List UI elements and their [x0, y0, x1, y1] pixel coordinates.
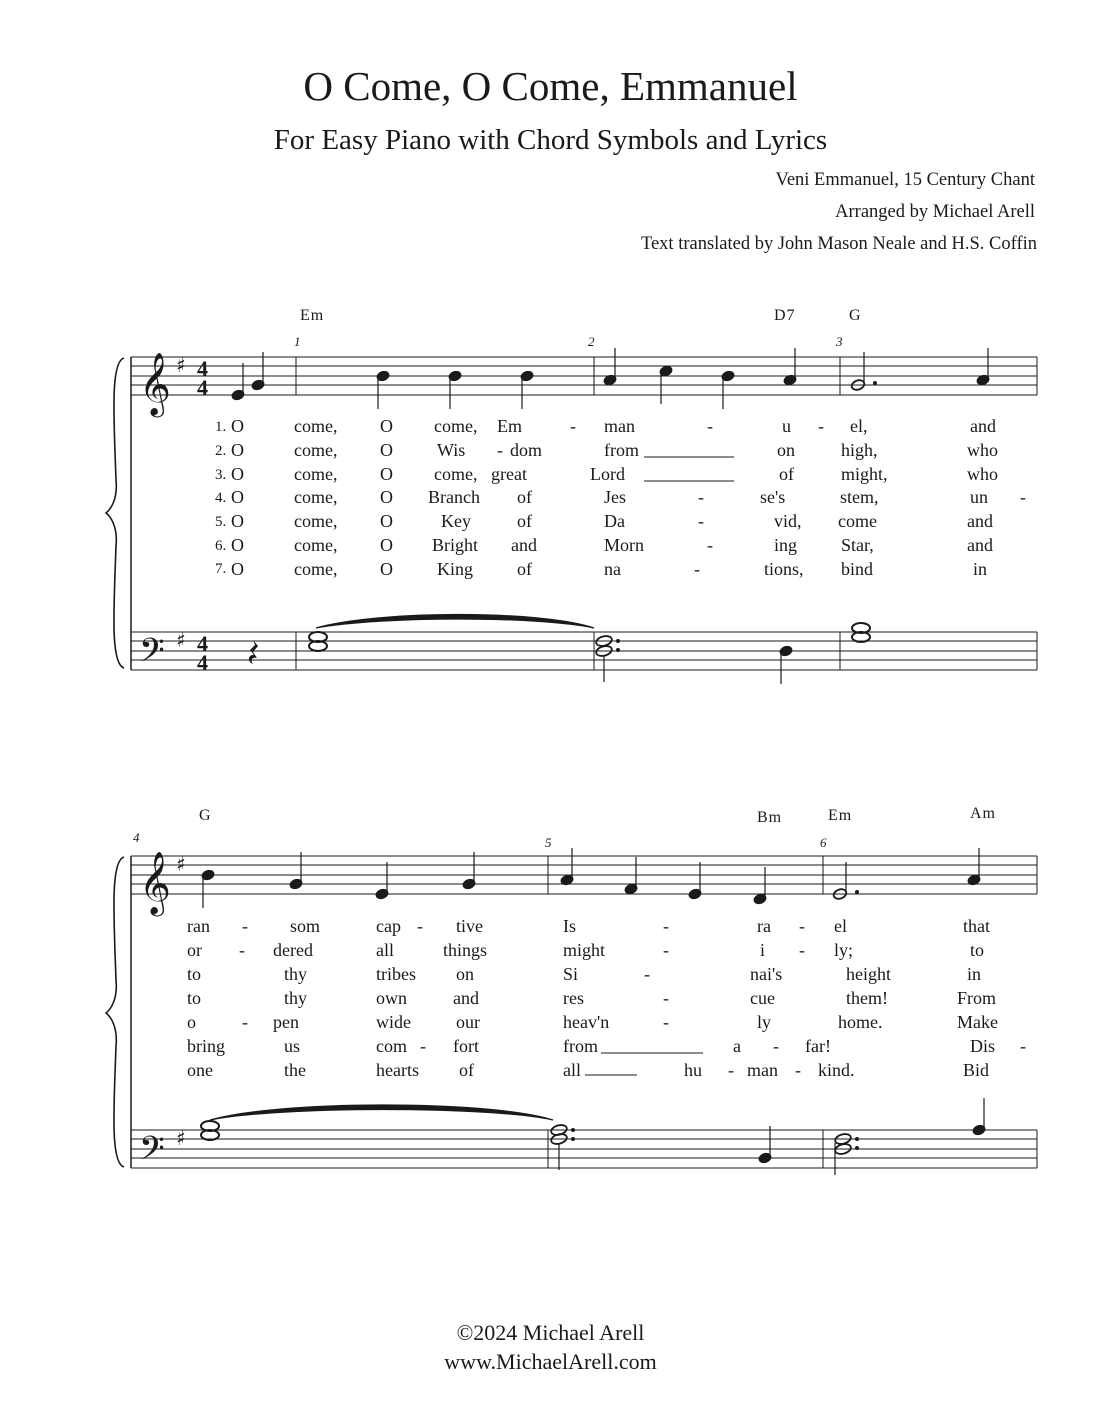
- bass-staff-2: [131, 1130, 1037, 1168]
- lyric-syllable: the: [284, 1060, 306, 1080]
- lyric-syllable: all: [376, 940, 394, 960]
- tie: [210, 1105, 553, 1120]
- key-signature-sharp: ♯: [176, 1126, 186, 1150]
- lyric-syllable: cue: [750, 988, 775, 1008]
- measure-number: 6: [820, 835, 827, 850]
- lyric-syllable: on: [777, 439, 795, 460]
- credit-arranger: Arranged by Michael Arell: [835, 202, 1035, 222]
- lyric-hyphen: -: [420, 1036, 426, 1056]
- chord-symbol: G: [849, 307, 862, 324]
- lyric-syllable: and: [967, 511, 993, 532]
- verse-number: 4.: [215, 490, 227, 506]
- lyric-syllable: own: [376, 988, 407, 1008]
- lyric-syllable: come,: [294, 416, 338, 436]
- chord-symbol: Am: [970, 805, 996, 822]
- lyric-syllable: ly;: [834, 940, 854, 960]
- lyric-syllable: a: [733, 1036, 741, 1056]
- lyric-hyphen: -: [799, 916, 805, 936]
- measure-number: 2: [588, 334, 595, 349]
- lyric-syllable: stem,: [840, 487, 879, 508]
- lyric-syllable: u: [782, 416, 791, 436]
- lyric-syllable: of: [459, 1060, 474, 1080]
- verse-number: 2.: [215, 443, 227, 459]
- lyric-syllable: and: [967, 535, 993, 555]
- lyric-hyphen: -: [242, 1012, 248, 1032]
- lyric-syllable: ran: [187, 916, 210, 936]
- lyric-syllable: ing: [774, 535, 798, 555]
- lyric-syllable: on: [456, 964, 474, 984]
- lyric-syllable: O: [231, 463, 244, 484]
- verse-number: 5.: [215, 514, 227, 530]
- measure-number: 1: [294, 334, 301, 349]
- lyric-syllable: hu: [684, 1060, 702, 1080]
- lyric-hyphen: -: [239, 940, 245, 960]
- lyric-syllable: Morn: [604, 535, 644, 555]
- lyric-syllable: Key: [441, 511, 471, 532]
- lyric-syllable: tions,: [764, 558, 804, 579]
- lyric-syllable: King: [437, 558, 473, 579]
- lyric-syllable: Lord: [590, 463, 625, 484]
- lyric-syllable: Bright: [432, 535, 479, 555]
- measure-number: 3: [836, 334, 843, 349]
- website: www.MichaelArell.com: [444, 1349, 657, 1374]
- lyric-syllable: bind: [841, 558, 874, 579]
- lyric-syllable: of: [517, 511, 532, 532]
- lyric-syllable: them!: [846, 988, 888, 1008]
- credit-translator: Text translated by John Mason Neale and H.S. Coffin: [640, 234, 1037, 254]
- chord-symbol: Em: [828, 807, 853, 824]
- lyric-syllable: who: [967, 439, 998, 460]
- chord-symbol: Em: [300, 307, 325, 324]
- lyric-syllable: Wis: [437, 439, 466, 460]
- bass-notes-1: [249, 615, 870, 685]
- measure-number: 4: [133, 830, 140, 845]
- lyric-syllable: O: [380, 439, 393, 460]
- lyric-syllable: O: [380, 416, 393, 436]
- lyric-syllable: of: [517, 487, 532, 508]
- verse-number: 1.: [215, 419, 227, 435]
- treble-staff-1: [131, 357, 1037, 395]
- lyric-syllable: ra: [757, 916, 771, 936]
- lyric-syllable: and: [453, 988, 479, 1008]
- lyric-syllable: O: [231, 416, 244, 436]
- verse-number: 3.: [215, 467, 227, 483]
- lyric-syllable: from: [563, 1036, 598, 1056]
- time-signature-bottom: 4: [197, 650, 208, 675]
- lyric-syllable: Branch: [428, 487, 480, 508]
- lyric-syllable: se's: [760, 487, 786, 508]
- verse-number: 6.: [215, 538, 227, 554]
- lyric-syllable: come,: [434, 416, 478, 436]
- lyric-syllable: vid,: [774, 511, 802, 532]
- lyric-syllable: to: [970, 940, 985, 960]
- lyric-syllable: and: [511, 535, 537, 555]
- lyric-hyphen: -: [644, 964, 650, 984]
- bass-notes-2: [201, 1098, 986, 1175]
- lyric-hyphen: -: [707, 535, 713, 555]
- lyric-syllable: Em: [497, 416, 522, 436]
- lyric-hyphen: -: [663, 1012, 669, 1032]
- lyric-syllable: Star,: [841, 535, 874, 555]
- lyric-syllable: hearts: [376, 1060, 419, 1080]
- page-title: O Come, O Come, Emmanuel: [303, 63, 798, 109]
- lyric-hyphen: -: [773, 1036, 779, 1056]
- lyric-syllable: man: [747, 1060, 778, 1080]
- lyric-syllable: ly: [757, 1012, 772, 1032]
- lyric-syllable: wide: [376, 1012, 411, 1032]
- lyric-syllable: O: [380, 487, 393, 508]
- lyric-hyphen: -: [707, 416, 713, 436]
- lyric-syllable: O: [231, 558, 244, 579]
- lyric-syllable: Si: [563, 964, 579, 984]
- chord-symbol: Bm: [757, 809, 783, 826]
- lyric-syllable: o: [187, 1012, 196, 1032]
- lyric-syllable: el,: [850, 416, 868, 436]
- lyric-syllable: come,: [294, 487, 338, 508]
- lyric-syllable: O: [380, 463, 393, 484]
- lyric-syllable: From: [957, 988, 997, 1008]
- lyric-syllable: Make: [957, 1012, 998, 1032]
- lyric-syllable: from: [604, 439, 639, 460]
- lyric-syllable: bring: [187, 1036, 225, 1056]
- lyric-extenders: [585, 457, 734, 1075]
- lyric-syllable: Da: [604, 511, 625, 532]
- bass-clef: 𝄢: [139, 632, 165, 678]
- lyric-syllable: el: [834, 916, 847, 936]
- melody-notes-2: [201, 848, 981, 908]
- lyric-syllable: cap: [376, 916, 401, 936]
- lyric-syllable: Jes: [604, 487, 626, 508]
- lyric-syllable: in: [967, 964, 982, 984]
- time-signature-top: 4: [197, 356, 208, 381]
- lyric-syllable: of: [517, 558, 532, 579]
- lyric-syllable: our: [456, 1012, 480, 1032]
- lyric-syllable: far!: [805, 1036, 831, 1056]
- lyric-syllable: come,: [294, 439, 338, 460]
- lyric-syllable: height: [846, 964, 891, 984]
- key-signature-sharp: ♯: [176, 353, 186, 377]
- lyric-syllable: res: [563, 988, 584, 1008]
- lyric-hyphen: -: [1020, 487, 1026, 508]
- bass-staff-1: [131, 632, 1037, 670]
- tie: [316, 615, 594, 629]
- time-signature-top: 4: [197, 631, 208, 656]
- measure-number: 5: [545, 835, 552, 850]
- chord-symbol: G: [199, 807, 212, 824]
- lyric-hyphen: -: [570, 416, 576, 436]
- lyric-syllable: kind.: [818, 1060, 855, 1080]
- treble-clef: 𝄞: [139, 352, 171, 415]
- lyric-syllable: som: [290, 916, 321, 936]
- lyric-syllable: might,: [841, 463, 888, 484]
- lyric-syllable: come,: [434, 463, 478, 484]
- lyric-syllable: O: [231, 487, 244, 508]
- lyric-syllable: to: [187, 988, 202, 1008]
- lyric-syllable: dom: [510, 439, 543, 460]
- lyric-hyphen: -: [818, 416, 824, 436]
- lyric-syllable: O: [231, 439, 244, 460]
- lyric-hyphen: -: [663, 940, 669, 960]
- lyric-syllable: things: [443, 940, 488, 960]
- lyric-syllable: O: [380, 511, 393, 532]
- lyric-syllable: dered: [273, 940, 313, 960]
- lyric-hyphen: -: [795, 1060, 801, 1080]
- lyric-syllable: Is: [563, 916, 576, 936]
- lyric-hyphen: -: [1020, 1036, 1026, 1056]
- lyric-syllable: all: [563, 1060, 581, 1080]
- lyric-syllable: of: [779, 463, 794, 484]
- lyric-hyphen: -: [663, 988, 669, 1008]
- lyric-syllable: O: [380, 558, 393, 579]
- lyric-hyphen: -: [417, 916, 423, 936]
- lyric-syllable: come,: [294, 463, 338, 484]
- treble-staff-2: [131, 856, 1037, 894]
- key-signature-sharp: ♯: [176, 628, 186, 652]
- lyric-syllable: come,: [294, 558, 338, 579]
- lyric-syllable: Bid: [963, 1060, 990, 1080]
- treble-clef: 𝄞: [139, 851, 171, 914]
- lyric-syllable: un: [970, 487, 988, 508]
- lyric-hyphen: -: [497, 439, 503, 460]
- credit-source: Veni Emmanuel, 15 Century Chant: [775, 170, 1035, 190]
- copyright: ©2024 Michael Arell: [456, 1320, 645, 1345]
- lyric-hyphen: -: [694, 558, 700, 579]
- lyric-syllable: nai's: [750, 964, 783, 984]
- lyric-syllable: who: [967, 463, 998, 484]
- lyric-syllable: i: [760, 940, 766, 960]
- lyric-hyphen: -: [698, 511, 704, 532]
- lyric-syllable: O: [231, 535, 244, 555]
- lyric-hyphen: -: [698, 487, 704, 508]
- brace: [106, 358, 124, 668]
- chord-symbol: D7: [774, 307, 796, 324]
- lyric-syllable: na: [604, 558, 621, 579]
- lyric-syllable: O: [231, 511, 244, 532]
- lyric-hyphen: -: [799, 940, 805, 960]
- lyric-hyphen: -: [728, 1060, 734, 1080]
- page-subtitle: For Easy Piano with Chord Symbols and Lyrics: [273, 124, 828, 156]
- lyric-syllable: pen: [273, 1012, 299, 1032]
- key-signature-sharp: ♯: [176, 852, 186, 876]
- lyric-syllable: come: [838, 511, 877, 532]
- lyric-syllable: in: [973, 558, 988, 579]
- lyric-syllable: might: [563, 940, 606, 960]
- lyric-syllable: or: [187, 940, 202, 960]
- lyric-hyphen: -: [242, 916, 248, 936]
- lyric-syllable: and: [970, 416, 996, 436]
- lyric-syllable: tribes: [376, 964, 416, 984]
- lyric-syllable: come,: [294, 535, 338, 555]
- lyric-syllable: great: [491, 463, 527, 484]
- bass-clef: 𝄢: [139, 1130, 165, 1176]
- lyric-syllable: Dis: [970, 1036, 996, 1056]
- lyric-syllable: com: [376, 1036, 407, 1056]
- lyric-syllable: one: [187, 1060, 213, 1080]
- lyric-syllable: thy: [284, 988, 308, 1008]
- lyric-syllable: O: [380, 535, 393, 555]
- lyric-syllable: fort: [453, 1036, 479, 1056]
- lyric-syllable: heav'n: [563, 1012, 610, 1032]
- lyric-syllable: us: [284, 1036, 301, 1056]
- lyric-syllable: man: [604, 416, 635, 436]
- lyric-hyphen: -: [663, 916, 669, 936]
- lyric-syllable: to: [187, 964, 202, 984]
- verse-number: 7.: [215, 561, 227, 577]
- lyric-syllable: that: [963, 916, 990, 936]
- lyric-syllable: thy: [284, 964, 308, 984]
- lyric-syllable: home.: [838, 1012, 883, 1032]
- lyric-syllable: high,: [841, 439, 878, 460]
- lyric-syllable: come,: [294, 511, 338, 532]
- brace: [106, 857, 124, 1167]
- lyric-syllable: tive: [456, 916, 483, 936]
- time-signature-bottom: 4: [197, 375, 208, 400]
